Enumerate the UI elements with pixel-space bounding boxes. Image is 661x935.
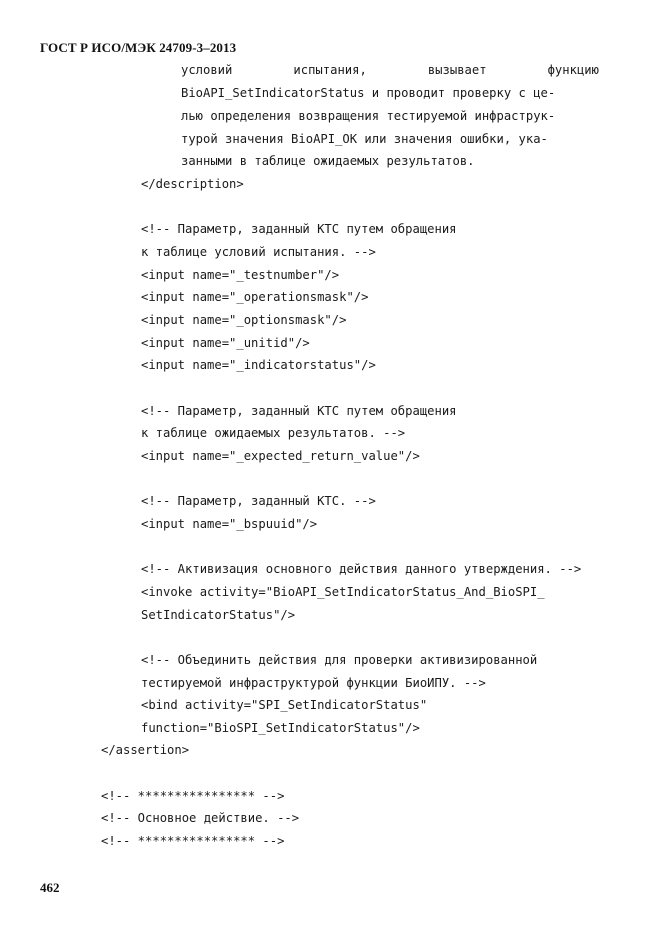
invoke-line-2: SetIndicatorStatus"/>	[141, 608, 296, 622]
description-line-2: BioAPI_SetIndicatorStatus и проводит проверку с це-	[181, 86, 556, 100]
description-line-1	[181, 60, 599, 80]
description-line-4: турой значения BioAPI_OK или значения ошибки, ука-	[181, 132, 548, 146]
bind-line-2: function="BioSPI_SetIndicatorStatus"/>	[141, 721, 420, 735]
invoke-line-1: <invoke activity="BioAPI_SetIndicatorStatus_And_BioSPI_	[141, 585, 545, 599]
comment-activation: <!-- Активизация основного действия данного утверждения. -->	[141, 562, 582, 576]
description-word: условий	[181, 63, 233, 77]
comment-stars-top: <!-- **************** -->	[101, 789, 285, 803]
assertion-close-tag: </assertion>	[101, 743, 190, 757]
comment-bind-1: <!-- Объединить действия для проверки активизированной	[141, 653, 538, 667]
document-header: ГОСТ Р ИСО/МЭК 24709-3–2013	[40, 40, 237, 55]
input-optionsmask: <input name="_optionsmask"/>	[141, 313, 347, 327]
comment-testcase-params-1: <!-- Параметр, заданный КТС путем обращения	[141, 222, 457, 236]
input-operationsmask: <input name="_operationsmask"/>	[141, 290, 369, 304]
input-expected-return-value: <input name="_expected_return_value"/>	[141, 449, 420, 463]
input-indicatorstatus: <input name="_indicatorstatus"/>	[141, 358, 376, 372]
input-bspuuid: <input name="_bspuuid"/>	[141, 517, 318, 531]
description-word: вызывает	[427, 63, 487, 77]
comment-bind-2: тестируемой инфраструктурой функции БиоИПУ. -->	[141, 676, 486, 690]
comment-main-action: <!-- Основное действие. -->	[101, 811, 300, 825]
description-word: функцию	[547, 63, 599, 77]
description-line-3: лью определения возвращения тестируемой инфраструк-	[181, 109, 556, 123]
comment-testcase-params-2: к таблице условий испытания. -->	[141, 245, 376, 259]
comment-expected-results-2: к таблице ожидаемых результатов. -->	[141, 426, 406, 440]
description-close-tag: </description>	[141, 177, 244, 191]
comment-kts-param: <!-- Параметр, заданный КТС. -->	[141, 494, 376, 508]
comment-stars-bottom: <!-- **************** -->	[101, 834, 285, 848]
comment-expected-results-1: <!-- Параметр, заданный КТС путем обращения	[141, 404, 457, 418]
bind-line-1: <bind activity="SPI_SetIndicatorStatus"	[141, 698, 428, 712]
description-word: испытания,	[293, 63, 367, 77]
page-number: 462	[40, 880, 60, 895]
description-line-5: занными в таблице ожидаемых результатов.	[181, 154, 475, 168]
input-testnumber: <input name="_testnumber"/>	[141, 268, 340, 282]
input-unitid: <input name="_unitid"/>	[141, 336, 310, 350]
